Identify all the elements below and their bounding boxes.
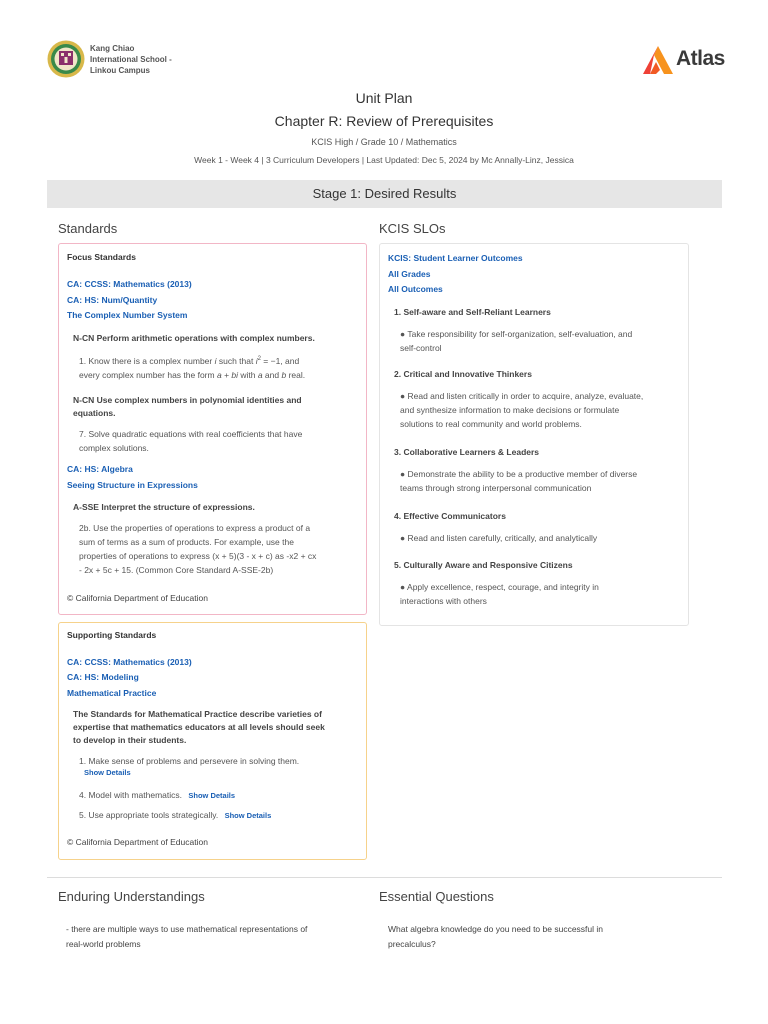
text-line: properties of operations to express (x + 5)(3 - x + c) as -x2 + cx	[79, 551, 317, 561]
text-line: - there are multiple ways to use mathematical representations of	[66, 924, 308, 934]
text-span: = −1, and	[260, 355, 300, 366]
text-line: ● Apply excellence, respect, courage, and integrity in	[400, 582, 599, 592]
text-line: self-control	[400, 343, 442, 353]
standard-text	[79, 521, 316, 577]
slo-outcome-text	[400, 467, 637, 495]
atlas-logo-icon	[643, 46, 673, 74]
school-name-line: Linkou Campus	[90, 66, 151, 75]
text-span: a	[257, 369, 263, 380]
school-name	[90, 43, 190, 76]
copyright: © California Department of Education	[67, 837, 208, 847]
text-line: equations.	[73, 408, 116, 418]
text-span: 4. Model with mathematics.	[79, 790, 182, 800]
doc-type: Unit Plan	[355, 90, 413, 106]
slo-link[interactable]: All Outcomes	[388, 284, 443, 294]
standard-link[interactable]: CA: HS: Modeling	[67, 672, 139, 682]
atlas-brand-name: Atlas	[676, 47, 725, 70]
standard-link[interactable]: CA: HS: Num/Quantity	[67, 295, 158, 305]
school-logo	[47, 40, 85, 78]
text-line: teams through strong interpersonal communication	[400, 483, 592, 493]
text-span: i	[255, 355, 258, 366]
slo-link[interactable]: KCIS: Student Learner Outcomes	[388, 253, 523, 263]
text-line: 2b. Use the properties of operations to express a product of a	[79, 523, 311, 533]
practice-item: 1. Make sense of problems and persevere in solving them.	[79, 756, 300, 766]
slo-outcome-title: 1. Self-aware and Self-Reliant Learners	[394, 307, 551, 317]
slo-outcome-text	[400, 580, 599, 608]
slo-outcome-title: 3. Collaborative Learners & Leaders	[394, 447, 540, 457]
text-span: 2	[257, 356, 261, 362]
show-details-link[interactable]: Show Details	[188, 791, 236, 800]
text-line: The Standards for Mathematical Practice describe varieties of	[73, 709, 322, 719]
text-line: - 2x + 5c + 15. (Common Core Standard A-SSE-2b)	[79, 565, 274, 575]
text-span: a + bi	[216, 369, 238, 380]
text-line: complex solutions.	[79, 443, 149, 453]
copyright: © California Department of Education	[67, 593, 208, 603]
standard-link[interactable]: Seeing Structure in Expressions	[67, 480, 198, 490]
breadcrumb: KCIS High / Grade 10 / Mathematics	[311, 137, 457, 147]
text-span: real.	[286, 369, 306, 380]
text-line: What algebra knowledge do you need to be successful in	[388, 924, 603, 934]
text-line: solutions to real community and world problems.	[400, 419, 582, 429]
essential-question-text	[388, 922, 678, 952]
slo-outcome-text	[400, 327, 632, 355]
standards-heading: Standards	[58, 221, 118, 236]
focus-standards-heading: Focus Standards	[67, 252, 136, 262]
text-span: with	[237, 369, 258, 380]
enduring-understanding-text	[66, 922, 356, 952]
standard-link[interactable]: CA: CCSS: Mathematics (2013)	[67, 657, 192, 667]
slo-link[interactable]: All Grades	[388, 269, 431, 279]
slo-outcome-title: 5. Culturally Aware and Responsive Citizens	[394, 560, 573, 570]
text-line: ● Read and listen carefully, critically, and analytically	[400, 533, 598, 543]
text-span: i	[214, 355, 217, 366]
text-line: N-CN Use complex numbers in polynomial identities and	[73, 395, 302, 405]
standard-text	[79, 427, 302, 455]
text-line: ● Read and listen critically in order to acquire, analyze, evaluate,	[400, 391, 644, 401]
school-name-line: International School -	[90, 55, 172, 64]
section-divider	[47, 877, 722, 878]
show-details-link[interactable]: Show Details	[84, 768, 131, 777]
standard-link[interactable]: CA: HS: Algebra	[67, 464, 133, 474]
standard-title	[73, 394, 302, 420]
page-title: Chapter R: Review of Prerequisites	[274, 113, 494, 129]
focus-standards-card	[58, 243, 367, 615]
standard-link[interactable]: Mathematical Practice	[67, 688, 157, 698]
enduring-understandings-heading: Enduring Understandings	[58, 889, 205, 904]
slo-outcome-title: 2. Critical and Innovative Thinkers	[394, 369, 532, 379]
text-line: interactions with others	[400, 596, 487, 606]
text-line: real-world problems	[66, 939, 141, 949]
standard-text	[79, 352, 364, 382]
slo-outcome-title: 4. Effective Communicators	[394, 511, 506, 521]
text-line: 7. Solve quadratic equations with real coefficients that have	[79, 429, 303, 439]
text-line: precalculus?	[388, 939, 436, 949]
practice-intro	[73, 708, 325, 747]
standard-link[interactable]: CA: CCSS: Mathematics (2013)	[67, 279, 192, 289]
text-line: ● Demonstrate the ability to be a productive member of diverse	[400, 469, 638, 479]
school-name-line: Kang Chiao	[90, 44, 135, 53]
practice-item	[79, 788, 235, 803]
slo-outcome-text	[400, 389, 643, 431]
text-line: ● Take responsibility for self-organization, self-evaluation, and	[400, 329, 633, 339]
supporting-standards-heading: Supporting Standards	[67, 630, 157, 640]
text-span: such that	[216, 355, 256, 366]
standard-title: N-CN Perform arithmetic operations with complex numbers.	[73, 333, 315, 343]
text-span: and	[262, 369, 282, 380]
text-line: sum of terms as a sum of products. For example, use the	[79, 537, 294, 547]
stage-header: Stage 1: Desired Results	[47, 180, 722, 208]
doc-meta: Week 1 - Week 4 | 3 Curriculum Developers | Last Updated: Dec 5, 2024 by Mc Annally-Linz, Jessica	[194, 155, 574, 165]
text-line: to develop in their students.	[73, 735, 187, 745]
show-details-link[interactable]: Show Details	[224, 811, 272, 820]
standard-title: A-SSE Interpret the structure of expressions.	[73, 502, 255, 512]
text-span: b	[281, 369, 287, 380]
text-span: 1. Know there is a complex number	[79, 355, 215, 366]
text-span: 5. Use appropriate tools strategically.	[79, 810, 219, 820]
standard-link[interactable]: The Complex Number System	[67, 310, 188, 320]
practice-item	[79, 808, 271, 823]
slos-card	[379, 243, 689, 626]
supporting-standards-card	[58, 622, 367, 860]
text-line: and synthesize information to make decisions or formulate	[400, 405, 620, 415]
text-span: every complex number has the form	[79, 369, 217, 380]
slo-outcome-text	[400, 531, 597, 545]
essential-questions-heading: Essential Questions	[379, 889, 494, 904]
text-line: expertise that mathematics educators at all levels should seek	[73, 722, 325, 732]
slos-heading: KCIS SLOs	[379, 221, 446, 236]
